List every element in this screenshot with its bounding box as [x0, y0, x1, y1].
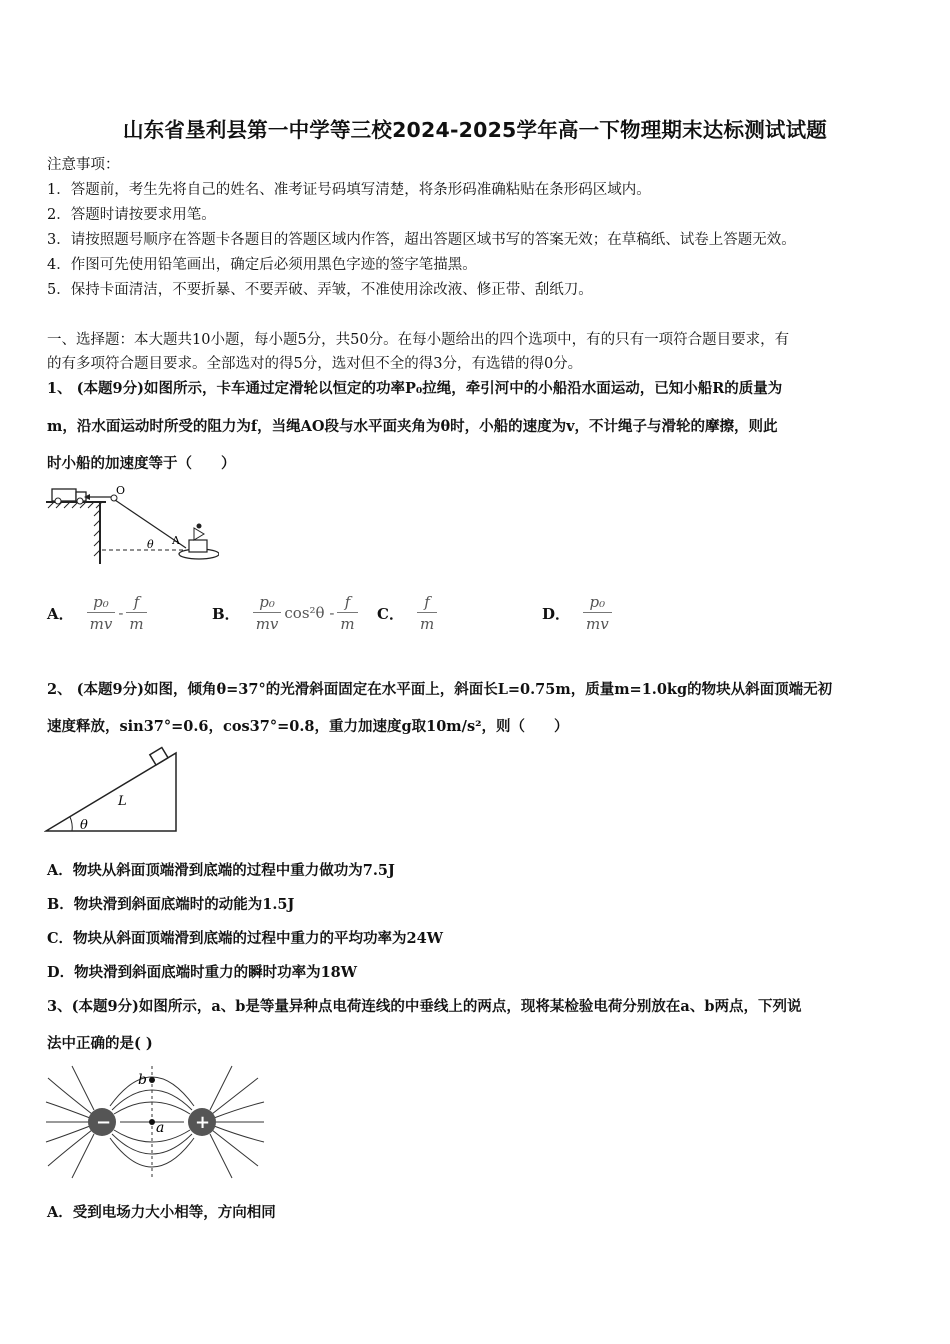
boat-label-a: A	[172, 534, 180, 547]
q3-text-line1: 3、(本题9分)如图所示，a、b是等量异种点电荷连线的中垂线上的两点，现将某检验电荷分别放在a、b两点，下列说	[47, 998, 802, 1015]
notice-item: 1．答题前，考生先将自己的姓名、准考证号码填写清楚，将条形码准确粘贴在条形码区域内。	[47, 182, 651, 198]
angle-label-theta: θ	[80, 818, 88, 833]
fraction: $\frac{f}{m}$	[417, 593, 437, 633]
section-heading-line2: 的有多项符合题目要求。全部选对的得5分，选对但不全的得3分，有选错的得0分。	[47, 356, 583, 372]
q3-field-lines-figure	[44, 1062, 266, 1180]
q1-truck-pulley-figure	[44, 482, 219, 572]
q1-option-b[interactable]: B． $\frac{\text{p₀}}{mv}$ cos²θ - $\frac{f}{m}$	[212, 593, 361, 633]
option-label: A．	[47, 604, 74, 623]
angle-label-theta: θ	[147, 538, 154, 551]
fraction: $\frac{\text{p₀}}{mv}$	[583, 593, 612, 633]
q1-text-line3: 时小船的加速度等于（ ）	[47, 455, 236, 472]
svg-text:+: +	[195, 1112, 211, 1133]
notice-item: 2．答题时请按要求用笔。	[47, 207, 216, 223]
length-label-l: L	[118, 794, 127, 809]
boat-icon	[179, 524, 219, 560]
point-label-a: a	[156, 1120, 165, 1136]
point-label-b: b	[138, 1072, 147, 1088]
notice-item: 5．保持卡面清洁，不要折暴、不要弄破、弄皱，不准使用涂改液、修正带、刮纸刀。	[47, 282, 593, 298]
fraction: $\frac{\text{p₀}}{mv}$	[253, 593, 282, 633]
svg-text:−: −	[96, 1112, 112, 1133]
option-label: B．	[212, 604, 240, 623]
q1-option-c[interactable]	[377, 593, 440, 633]
option-label: C．	[377, 604, 404, 623]
page-title: 山东省垦利县第一中学等三校2024-2025学年高一下物理期末达标测试试题	[122, 118, 828, 142]
q2-incline-figure	[44, 745, 184, 835]
section-heading-line1: 一、选择题：本大题共10小题，每小题5分，共50分。在每小题给出的四个选项中，有的只有一项符合题目要求，有	[47, 332, 790, 348]
q3-text-line2: 法中正确的是( )	[47, 1035, 153, 1052]
notice-item: 4．作图可先使用铅笔画出，确定后必须用黑色字迹的签字笔描黑。	[47, 257, 477, 273]
q1-option-d[interactable]	[542, 593, 615, 633]
q3-option-a[interactable]: A．受到电场力大小相等，方向相同	[47, 1204, 276, 1221]
fraction: $\frac{\text{p₀}}{mv}$	[87, 593, 116, 633]
q1-option-a[interactable]: A． $\frac{\text{p₀}}{mv}$ - $\frac{f}{m}$	[47, 593, 150, 633]
q2-option-b[interactable]: B．物块滑到斜面底端时的动能为1.5J	[47, 896, 295, 913]
q2-option-c[interactable]: C．物块从斜面顶端滑到底端的过程中重力的平均功率为24W	[47, 930, 444, 947]
fraction: $\frac{f}{m}$	[126, 593, 146, 633]
q2-text-line1: 2、 (本题9分)如图，倾角θ=37°的光滑斜面固定在水平面上，斜面长L=0.75m，质量m=1.0kg的物块从斜面顶端无初	[47, 681, 833, 698]
pulley-label-o: O	[116, 484, 126, 497]
q2-option-a[interactable]: A．物块从斜面顶端滑到底端的过程中重力做功为7.5J	[47, 862, 395, 879]
option-label: D．	[542, 604, 571, 623]
notice-item: 3．请按照题号顺序在答题卡各题目的答题区域内作答，超出答题区域书写的答案无效；在草稿纸、试卷上答题无效。	[47, 232, 796, 248]
q2-option-d[interactable]: D．物块滑到斜面底端时重力的瞬时功率为18W	[47, 964, 358, 981]
q1-text-line2: m，沿水面运动时所受的阻力为f，当绳AO段与水平面夹角为θ时，小船的速度为v，不计绳子与滑轮的摩擦，则此	[47, 418, 778, 435]
q1-text-line1: 1、 (本题9分)如图所示，卡车通过定滑轮以恒定的功率P₀拉绳，牵引河中的小船沿水面运动，已知小船R的质量为	[47, 380, 783, 397]
q2-text-line2: 速度释放，sin37°=0.6，cos37°=0.8，重力加速度g取10m/s²，则（ ）	[47, 718, 569, 735]
notice-heading: 注意事项：	[47, 157, 120, 173]
fraction: $\frac{f}{m}$	[337, 593, 357, 633]
